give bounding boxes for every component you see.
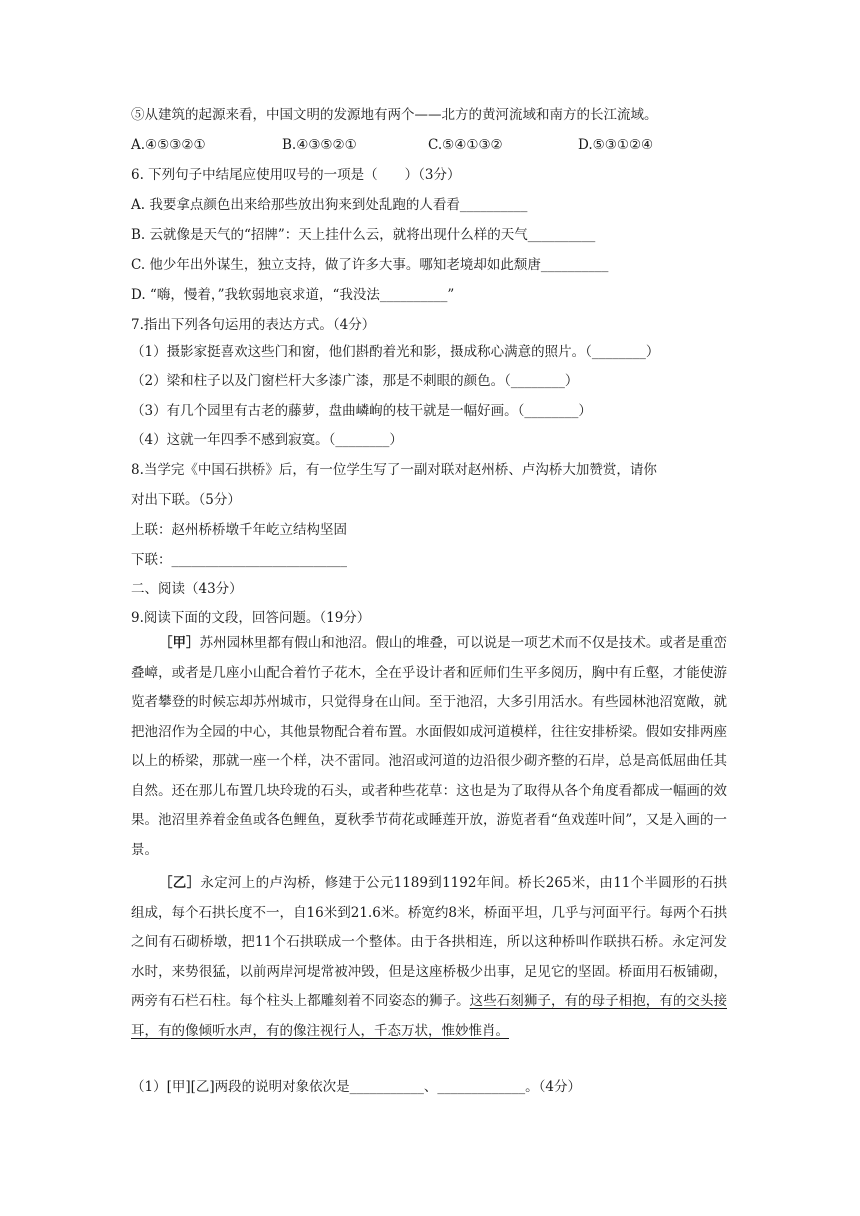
q6-stem: 6. 下列句子中结尾应使用叹号的一项是（ ）（3分） — [131, 167, 461, 183]
passage-yi-tag: ［乙］ — [159, 875, 201, 891]
section-reading-title: 二、阅读（43分） — [131, 581, 243, 597]
q6-option-b: B. 云就像是天气的“招牌”：天上挂什么云，就将出现什么样的天气__________ — [131, 227, 596, 243]
passage-yi-underlined: 这些石刻狮子，有的母子相抱，有的交头接耳，有的像倾听水声，有的像注视行人，千态万状，惟妙惟肖。 — [131, 993, 728, 1039]
passage-yi — [131, 869, 727, 1046]
q8-lower-couplet: 下联：__________________________ — [131, 552, 347, 568]
q7-stem: 7.指出下列各句运用的表达方式。（4分） — [131, 317, 376, 333]
q5-option-a: A.④⑤③②① — [131, 137, 206, 153]
passage-yi-text: 永定河上的卢沟桥，修建于公元1189到1192年间。桥长265米，由11个半圆形的石拱组成，每个石拱长度不一，自16米到21.6米。桥宽约8米，桥面平坦，几乎与河面平行。每两个石拱之间有石砌桥墩，把11个石拱联成一个整体。由于各拱相连，所以这种桥叫作联拱石桥。永定河发水时，来势很猛，以前两岸河堤常被冲毁，但是这座桥极少出事，足见它的坚固。桥面用石板铺砌，两旁有石栏石柱。每个柱头上都雕刻着不同姿态的狮子。 — [131, 875, 727, 1009]
q7-sentence-4: （4）这就一年四季不感到寂寞。（________） — [131, 432, 403, 448]
q8-stem-line2: 对出下联。（5分） — [131, 492, 241, 508]
q5-option-c: C.⑤④①③② — [428, 137, 503, 153]
q7-sentence-3: （3）有几个园里有古老的藤萝，盘曲嶙峋的枝干就是一幅好画。（________） — [131, 403, 592, 419]
passage-jia — [131, 629, 727, 865]
passage-jia-tag: ［甲］ — [159, 635, 200, 651]
q6-option-d: D. “嗨，慢着，”我软弱地哀求道，“我没法__________” — [131, 287, 455, 303]
passage-jia-text: 苏州园林里都有假山和池沼。假山的堆叠，可以说是一项艺术而不仅是技术。或者是重峦叠嶂，或者是几座小山配合着竹子花木，全在乎设计者和匠师们生平多阅历，胸中有丘壑，才能使游览者攀登的时候忘却苏州城市，只觉得身在山间。至于池沼，大多引用活水。有些园林池沼宽敞，就把池沼作为全园的中心，其他景物配合着布置。水面假如成河道模样，往往安排桥梁。假如安排两座以上的桥梁，那就一座一个样，决不雷同。池沼或河道的边沿很少砌齐整的石岸，总是高低屈曲任其自然。还在那儿布置几块玲珑的石头，或者种些花草：这也是为了取得从各个角度看都成一幅画的效果。池沼里养着金鱼或各色鲤鱼，夏秋季节荷花或睡莲开放，游览者看“鱼戏莲叶间”，又是入画的一景。 — [131, 635, 728, 858]
q8-upper-couplet: 上联：赵州桥桥墩千年屹立结构坚固 — [131, 522, 347, 538]
q6-option-c: C. 他少年出外谋生，独立支持，做了许多大事。哪知老境却如此颓唐__________ — [131, 257, 609, 273]
q8-stem-line1: 8.当学完《中国石拱桥》后，有一位学生写了一副对联对赵州桥、卢沟桥大加赞赏，请你 — [131, 462, 657, 478]
q9-sub1: （1）[甲][乙]两段的说明对象依次是___________、_____________。（4分） — [131, 1079, 581, 1095]
q5-option-d: D.⑤③①②④ — [578, 137, 654, 153]
q7-sentence-2: （2）梁和柱子以及门窗栏杆大多漆广漆，那是不刺眼的颜色。（________） — [131, 373, 579, 389]
q9-stem: 9.阅读下面的文段，回答问题。（19分） — [131, 610, 371, 626]
q6-option-a: A. 我要拿点颜色出来给那些放出狗来到处乱跑的人看看__________ — [131, 197, 528, 213]
q5-item5: ⑤从建筑的起源来看，中国文明的发源地有两个——北方的黄河流域和南方的长江流域。 — [131, 107, 658, 123]
q7-sentence-1: （1）摄影家挺喜欢这些门和窗，他们斟酌着光和影，摄成称心满意的照片。（________） — [131, 344, 660, 360]
q5-option-b: B.④③⑤②① — [282, 137, 357, 153]
